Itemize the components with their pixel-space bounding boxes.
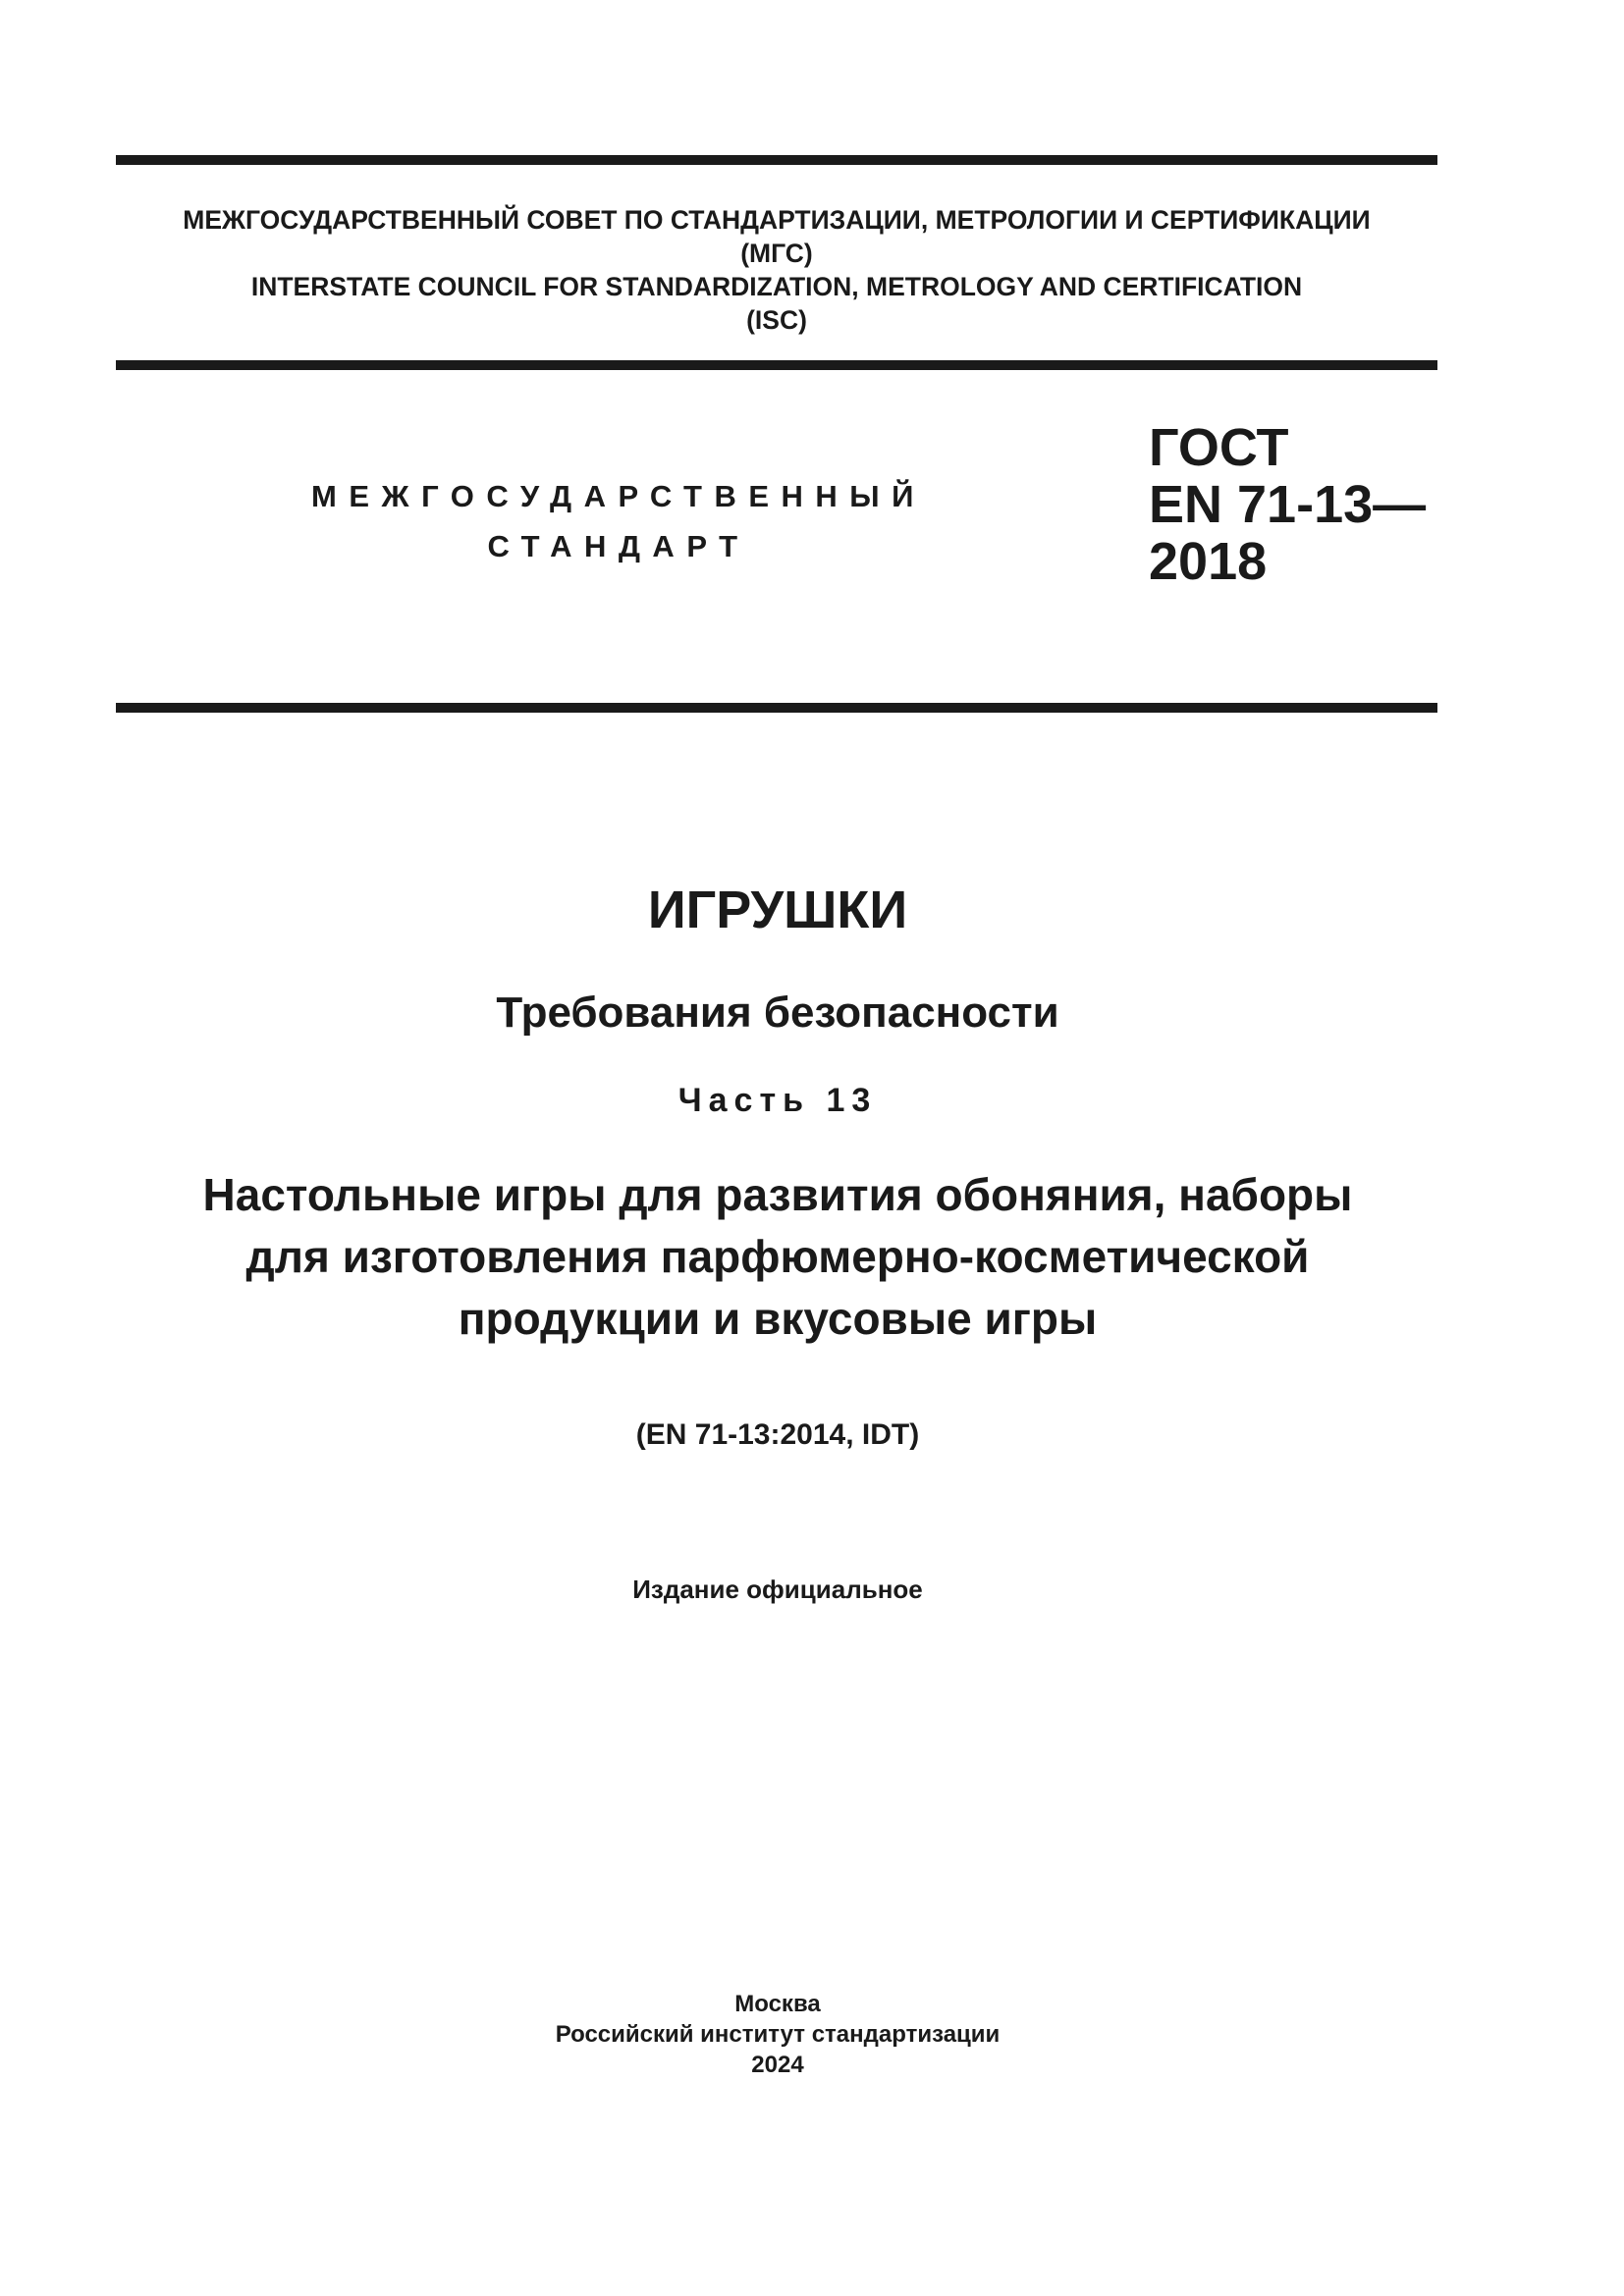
designation-line2: EN 71-13— — [1149, 475, 1427, 534]
imprint-city: Москва — [734, 1991, 821, 2017]
reference-standard: (EN 71-13:2014, IDT) — [635, 1418, 920, 1451]
main-title: ИГРУШКИ — [647, 881, 908, 939]
standard-type-line1: МЕЖГОСУДАРСТВЕННЫЙ — [311, 479, 926, 513]
standard-designation — [1149, 419, 1463, 590]
header-bottom-rule — [116, 360, 1437, 370]
imprint-year: 2024 — [751, 2052, 804, 2078]
council-abbr-ru: (МГС) — [740, 239, 813, 268]
designation-bottom-rule — [116, 703, 1437, 713]
part-title-line2: для изготовления парфюмерно-косметической — [245, 1231, 1310, 1282]
subtitle: Требования безопасности — [496, 988, 1059, 1037]
council-name-en: INTERSTATE COUNCIL FOR STANDARDIZATION, METROLOGY AND CERTIFICATION — [250, 272, 1303, 301]
designation-line1: ГОСТ — [1149, 418, 1289, 477]
designation-line3: 2018 — [1149, 532, 1268, 591]
edition-label: Издание официальное — [632, 1575, 923, 1604]
imprint — [98, 1989, 1457, 2080]
part-number: Часть 13 — [677, 1082, 878, 1119]
imprint-publisher: Российский институт стандартизации — [555, 2021, 1001, 2048]
part-title-line3: продукции и вкусовые игры — [458, 1293, 1098, 1344]
part-title-line1: Настольные игры для развития обоняния, наборы — [202, 1169, 1353, 1220]
council-name-ru: МЕЖГОСУДАРСТВЕННЫЙ СОВЕТ ПО СТАНДАРТИЗАЦИИ, МЕТРОЛОГИИ И СЕРТИФИКАЦИИ — [183, 205, 1371, 235]
council-abbr-en: (ISC) — [746, 305, 807, 335]
top-rule — [116, 155, 1437, 165]
standard-type-line2: СТАНДАРТ — [487, 529, 750, 563]
council-header — [116, 203, 1437, 337]
part-title — [98, 1164, 1457, 1350]
